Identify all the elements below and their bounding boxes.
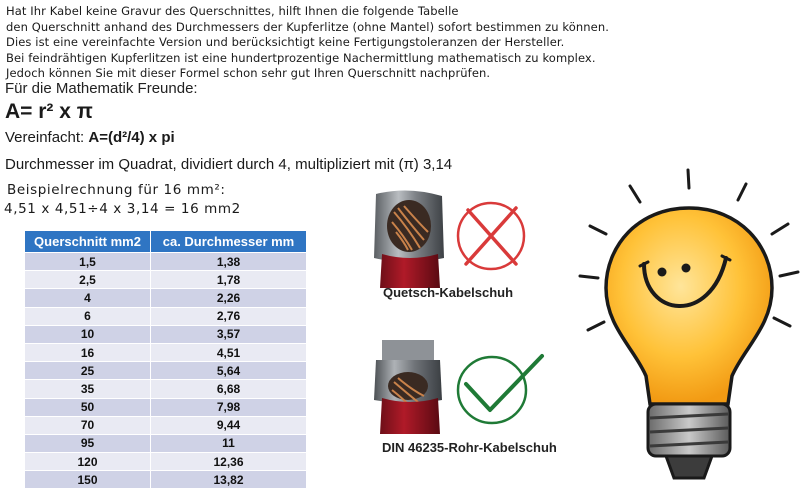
diameter-cell: 3,57 <box>151 325 307 343</box>
diameter-cell: 5,64 <box>151 362 307 380</box>
table-row <box>25 471 307 489</box>
cross-section-cell: 2,5 <box>25 271 151 289</box>
area-formula: A= r² x π <box>5 100 93 123</box>
cross-section-cell: 70 <box>25 416 151 434</box>
math-heading: Für die Mathematik Freunde: <box>5 80 198 97</box>
cross-section-cell: 6 <box>25 307 151 325</box>
tube-lug-image <box>368 338 450 434</box>
table-row <box>25 416 307 434</box>
table-row <box>25 453 307 471</box>
cross-section-cell: 95 <box>25 434 151 452</box>
intro-line: Hat Ihr Kabel keine Gravur des Querschnittes, hilft Ihnen die folgende Tabelle <box>6 4 459 18</box>
table-row <box>25 380 307 398</box>
diameter-cell: 9,44 <box>151 416 307 434</box>
example-heading: Beispielrechnung für 16 mm²: <box>7 182 226 198</box>
smiling-lightbulb-icon <box>578 166 800 495</box>
cross-section-table <box>24 230 307 489</box>
cross-section-cell: 120 <box>25 453 151 471</box>
cross-section-cell: 16 <box>25 343 151 361</box>
table-row <box>25 434 307 452</box>
cross-section-cell: 35 <box>25 380 151 398</box>
table-row <box>25 343 307 361</box>
diameter-cell: 4,51 <box>151 343 307 361</box>
diameter-cell: 6,68 <box>151 380 307 398</box>
red-cross-icon <box>452 200 530 272</box>
simplified-formula-line <box>5 129 175 146</box>
intro-line: Bei feindrähtigen Kupferlitzen ist eine hundertprozentige Nachermittlung mathematisch zu komplex. <box>6 50 596 65</box>
cross-section-cell: 1,5 <box>25 253 151 271</box>
header-diameter: ca. Durchmesser mm <box>151 231 307 253</box>
diameter-cell: 13,82 <box>151 471 307 489</box>
table-row <box>25 289 307 307</box>
cross-section-cell: 50 <box>25 398 151 416</box>
header-cross-section: Querschnitt mm2 <box>25 231 151 253</box>
cross-section-cell: 150 <box>25 471 151 489</box>
cross-section-cell: 4 <box>25 289 151 307</box>
diameter-cell: 7,98 <box>151 398 307 416</box>
intro-line: den Querschnitt anhand des Durchmessers der Kupferlitze (ohne Mantel) sofort bestimmen zu können. <box>6 19 610 34</box>
cross-section-cell: 10 <box>25 325 151 343</box>
cross-section-cell: 25 <box>25 362 151 380</box>
table-row <box>25 398 307 416</box>
intro-text <box>6 4 626 82</box>
crimp-lug-caption: Quetsch-Kabelschuh <box>383 285 514 300</box>
crimp-lug-image <box>368 188 450 288</box>
example-calculation: 4,51 x 4,51÷4 x 3,14 = 16 mm2 <box>4 201 241 217</box>
simplified-label: Vereinfacht: <box>5 129 89 146</box>
table-row <box>25 271 307 289</box>
table-row <box>25 325 307 343</box>
green-check-icon <box>452 350 548 428</box>
table-row <box>25 362 307 380</box>
intro-line: Dies ist eine vereinfachte Version und berücksichtigt keine Fertigungstoleranzen der Hersteller. <box>6 35 565 50</box>
diameter-cell: 2,76 <box>151 307 307 325</box>
tube-lug-caption: DIN 46235-Rohr-Kabelschuh <box>382 440 557 455</box>
diameter-cell: 12,36 <box>151 453 307 471</box>
table-row <box>25 307 307 325</box>
formula-explanation: Durchmesser im Quadrat, dividiert durch 4, multipliziert mit (π) 3,14 <box>5 156 453 173</box>
intro-line: Jedoch können Sie mit dieser Formel schon sehr gut Ihren Querschnitt nachprüfen. <box>6 66 491 81</box>
diameter-cell: 11 <box>151 434 307 452</box>
simplified-formula: A=(d²/4) x pi <box>88 129 175 146</box>
diameter-cell: 2,26 <box>151 289 307 307</box>
diameter-cell: 1,78 <box>151 271 307 289</box>
table-header-row <box>25 231 307 253</box>
diameter-cell: 1,38 <box>151 253 307 271</box>
table-row <box>25 253 307 271</box>
